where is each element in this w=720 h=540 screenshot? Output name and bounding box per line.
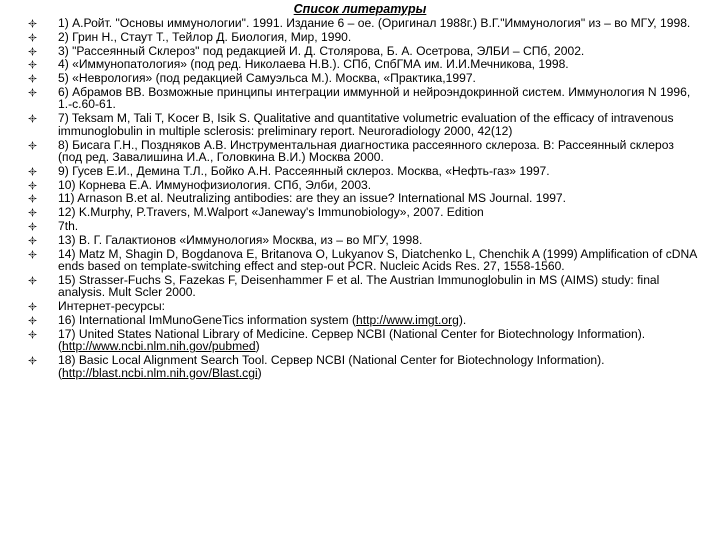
reference-item	[0, 17, 720, 30]
reference-item	[0, 220, 720, 233]
reference-text: 15) Strasser-Fuchs S, Fazekas F, Deisenhammer F et al. The Austrian Immunoglobulin in MS (AIMS) study: final analysis. Mult Scler 2000.	[58, 272, 660, 300]
reference-text: 11) Arnason B.et al. Neutralizing antibodies: are they an issue? International MS Journal. 1997.	[58, 191, 567, 206]
reference-list	[0, 17, 720, 380]
reference-item	[0, 274, 720, 299]
reference-text: 13) В. Г. Галактионов «Иммунология» Москва, из – во МГУ, 1998.	[58, 232, 423, 247]
reference-text: 4) «Иммунопатология» (под ред. Николаева Н.В.). СПб, СпбГМА им. И.И.Мечникова, 1998.	[58, 57, 569, 72]
diamond-bullet-icon	[28, 194, 37, 203]
reference-item	[0, 45, 720, 58]
reference-text: 6) Абрамов ВВ. Возможные принципы интеграции иммунной и нейроэндокринной систем. Иммунология N 1996, 1.-с.60-61.	[58, 84, 691, 112]
diamond-bullet-icon	[28, 74, 37, 83]
reference-text: )	[255, 339, 260, 354]
reference-item	[0, 248, 720, 273]
diamond-bullet-icon	[28, 167, 37, 176]
reference-text: 7) Teksam M, Tali T, Kocer B, Isik S. Qualitative and quantitative volumetric evaluation of the efficacy of intravenous immunoglobulin in multiple sclerosis: preliminary report. Neuroradiology 2000, 42(12)	[58, 111, 674, 138]
diamond-bullet-icon	[28, 181, 37, 190]
diamond-bullet-icon	[28, 141, 37, 150]
reference-item	[0, 165, 720, 178]
reference-text: 3) "Рассеянный Склероз" под редакцией И. Д. Столярова, Б. А. Осетрова, ЭЛБИ – СПб, 2002.	[58, 43, 585, 58]
diamond-bullet-icon	[28, 250, 37, 259]
reference-item	[0, 328, 720, 353]
reference-item	[0, 58, 720, 71]
diamond-bullet-icon	[28, 330, 37, 339]
reference-item	[0, 72, 720, 85]
reference-text: 17) United States National Library of Medicine. Сервер NCBI (National Center for Biotechnology Information). (	[58, 326, 646, 354]
reference-item	[0, 31, 720, 44]
diamond-bullet-icon	[28, 19, 37, 28]
diamond-bullet-icon	[28, 33, 37, 42]
reference-item	[0, 300, 720, 313]
reference-item	[0, 354, 720, 379]
reference-item	[0, 234, 720, 247]
reference-text: )	[257, 365, 262, 380]
reference-link[interactable]: http://www.imgt.org	[356, 313, 459, 328]
reference-text: 10) Корнева Е.А. Иммунофизиология. СПб, Элби, 2003.	[58, 177, 372, 192]
reference-item	[0, 112, 720, 137]
reference-text: 7th.	[58, 219, 79, 234]
diamond-bullet-icon	[28, 276, 37, 285]
reference-text: 12) K.Murphy, P.Travers, M.Walport «Janeway's Immunobiology», 2007. Edition	[58, 205, 484, 220]
diamond-bullet-icon	[28, 47, 37, 56]
reference-item	[0, 86, 720, 111]
reference-text: 1) А.Ройт. "Основы иммунологии". 1991. Издание 6 – ое. (Оригинал 1988г.) В.Г."Иммунология" из – во МГУ, 1998.	[58, 16, 691, 30]
reference-item	[0, 314, 720, 327]
reference-text: 2) Грин Н., Стаут Т., Тейлор Д. Биология, Мир, 1990.	[58, 29, 352, 44]
reference-text: 5) «Неврология» (под редакцией Самуэльса М.). Москва, «Практика,1997.	[58, 71, 476, 86]
diamond-bullet-icon	[28, 60, 37, 69]
diamond-bullet-icon	[28, 88, 37, 97]
reference-link[interactable]: http://www.ncbi.nlm.nih.gov/pubmed	[62, 339, 256, 354]
reference-text: 18) Basic Local Alignment Search Tool. Сервер NCBI (National Center for Biotechnology Information). (	[58, 353, 605, 380]
reference-item	[0, 192, 720, 205]
page-title: Список литературы	[293, 2, 427, 16]
diamond-bullet-icon	[28, 236, 37, 245]
diamond-bullet-icon	[28, 356, 37, 365]
diamond-bullet-icon	[28, 208, 37, 217]
reference-link[interactable]: http://blast.ncbi.nlm.nih.gov/Blast.cgi	[62, 365, 258, 380]
reference-item	[0, 206, 720, 219]
reference-text: 8) Бисага Г.Н., Поздняков А.В. Инструментальная диагностика рассеянного склероза. В: Рассеянный склероз (под ред. Завалишина И.А., Головкина В.И.) Москва 2000.	[58, 137, 674, 165]
diamond-bullet-icon	[28, 302, 37, 311]
reference-text: 14) Matz M, Shagin D, Bogdanova E, Britanova O, Lukyanov S, Diatchenko L, Chenchik A (1999) Amplification of cDNA ends based on template-switching effect and step-out PCR. Nucleic Acids Res. 27, 1558-1560.	[58, 246, 697, 274]
reference-text: 9) Гусев Е.И., Демина Т.Л., Бойко А.Н. Рассеянный склероз. Москва, «Нефть-газ» 1997.	[58, 163, 550, 178]
reference-item	[0, 139, 720, 164]
reference-text: Интернет-ресурсы:	[58, 299, 166, 314]
diamond-bullet-icon	[28, 114, 37, 123]
reference-text: 16) International ImMunoGeneTics information system (	[58, 313, 356, 328]
diamond-bullet-icon	[28, 222, 37, 231]
diamond-bullet-icon	[28, 316, 37, 325]
reference-item	[0, 179, 720, 192]
reference-text: ).	[458, 313, 467, 328]
